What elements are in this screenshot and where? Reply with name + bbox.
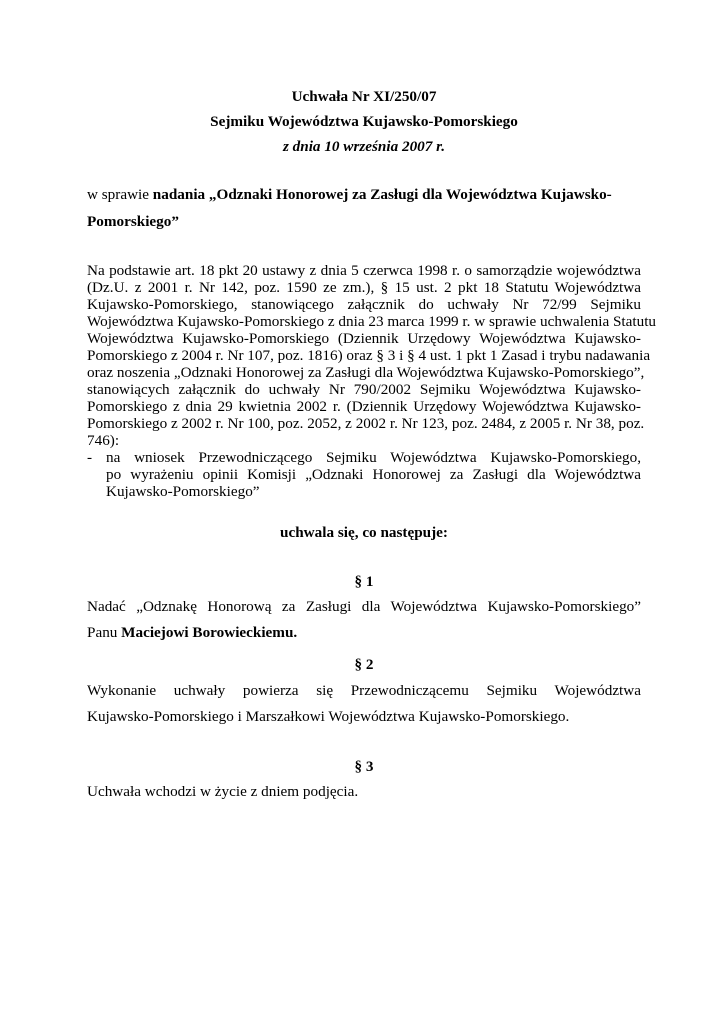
basis-line: Pomorskiego z 2002 r. Nr 100, poz. 2052, z 2002 r. Nr 123, poz. 2484, z 2005 r. Nr 38, poz. bbox=[87, 415, 645, 432]
section-1-text-line-2 bbox=[87, 624, 641, 642]
resolution-number: Uchwała Nr XI/250/07 bbox=[291, 88, 437, 105]
section-2-heading: § 2 bbox=[354, 656, 374, 673]
section-1-heading: § 1 bbox=[354, 573, 374, 590]
subject-prefix: w sprawie bbox=[87, 186, 153, 203]
basis-line: stanowiących załącznik do uchwały Nr 790/2002 Sejmiku Województwa Kujawsko- bbox=[87, 381, 641, 398]
basis-line: (Dz.U. z 2001 r. Nr 142, poz. 1590 ze zm.), § 15 ust. 2 pkt 18 Statutu Województwa bbox=[87, 279, 641, 296]
bullet-line: Kujawsko-Pomorskiego” bbox=[106, 483, 260, 500]
basis-line: Pomorskiego z dnia 29 kwietnia 2002 r. (Dziennik Urzędowy Województwa Kujawsko- bbox=[87, 398, 641, 415]
subject-title-part-1: nadania „Odznaki Honorowej za Zasługi dla Województwa Kujawsko- bbox=[152, 186, 612, 203]
basis-line: 746): bbox=[87, 432, 120, 449]
basis-line: Kujawsko-Pomorskiego, stanowiącego załącznik do uchwały Nr 72/99 Sejmiku bbox=[87, 296, 641, 313]
subject-title-part-2: Pomorskiego” bbox=[87, 213, 179, 230]
section-3-text-line-1: Uchwała wchodzi w życie z dniem podjęcia. bbox=[87, 783, 359, 800]
recipient-name: Maciejowi Borowieckiemu. bbox=[121, 624, 298, 641]
subject-line-1 bbox=[87, 186, 641, 204]
basis-line: Województwa Kujawsko-Pomorskiego z dnia 23 marca 1999 r. w sprawie uchwalenia Statutu bbox=[87, 313, 657, 330]
bullet-line: po wyrażeniu opinii Komisji „Odznaki Honorowej za Zasługi dla Województwa bbox=[106, 466, 641, 483]
section-1-honorific: Panu bbox=[87, 624, 122, 641]
resolution-date: z dnia 10 września 2007 r. bbox=[282, 138, 446, 155]
bullet-line: na wniosek Przewodniczącego Sejmiku Województwa Kujawsko-Pomorskiego, bbox=[106, 449, 641, 466]
section-1-text-line-1: Nadać „Odznakę Honorową za Zasługi dla Województwa Kujawsko-Pomorskiego” bbox=[87, 598, 641, 615]
section-3-heading: § 3 bbox=[354, 758, 374, 775]
basis-line: Województwa Kujawsko-Pomorskiego (Dziennik Urzędowy Województwa Kujawsko- bbox=[87, 330, 641, 347]
resolution-body: Sejmiku Województwa Kujawsko-Pomorskiego bbox=[210, 113, 518, 130]
bullet-dash: - bbox=[87, 449, 93, 466]
basis-line: Pomorskiego z 2004 r. Nr 107, poz. 1816) oraz § 3 i § 4 ust. 1 pkt 1 Zasad i trybu nadawania bbox=[87, 347, 651, 364]
resolves-heading: uchwala się, co następuje: bbox=[280, 524, 448, 541]
basis-line: Na podstawie art. 18 pkt 20 ustawy z dnia 5 czerwca 1998 r. o samorządzie województwa bbox=[87, 262, 641, 279]
basis-line: oraz noszenia „Odznaki Honorowej za Zasługi dla Województwa Kujawsko-Pomorskiego”, bbox=[87, 364, 645, 381]
section-2-text-line-1: Wykonanie uchwały powierza się Przewodniczącemu Sejmiku Województwa bbox=[87, 682, 641, 699]
document-page bbox=[87, 0, 657, 1024]
section-2-text-line-2: Kujawsko-Pomorskiego i Marszałkowi Województwa Kujawsko-Pomorskiego. bbox=[87, 708, 570, 725]
